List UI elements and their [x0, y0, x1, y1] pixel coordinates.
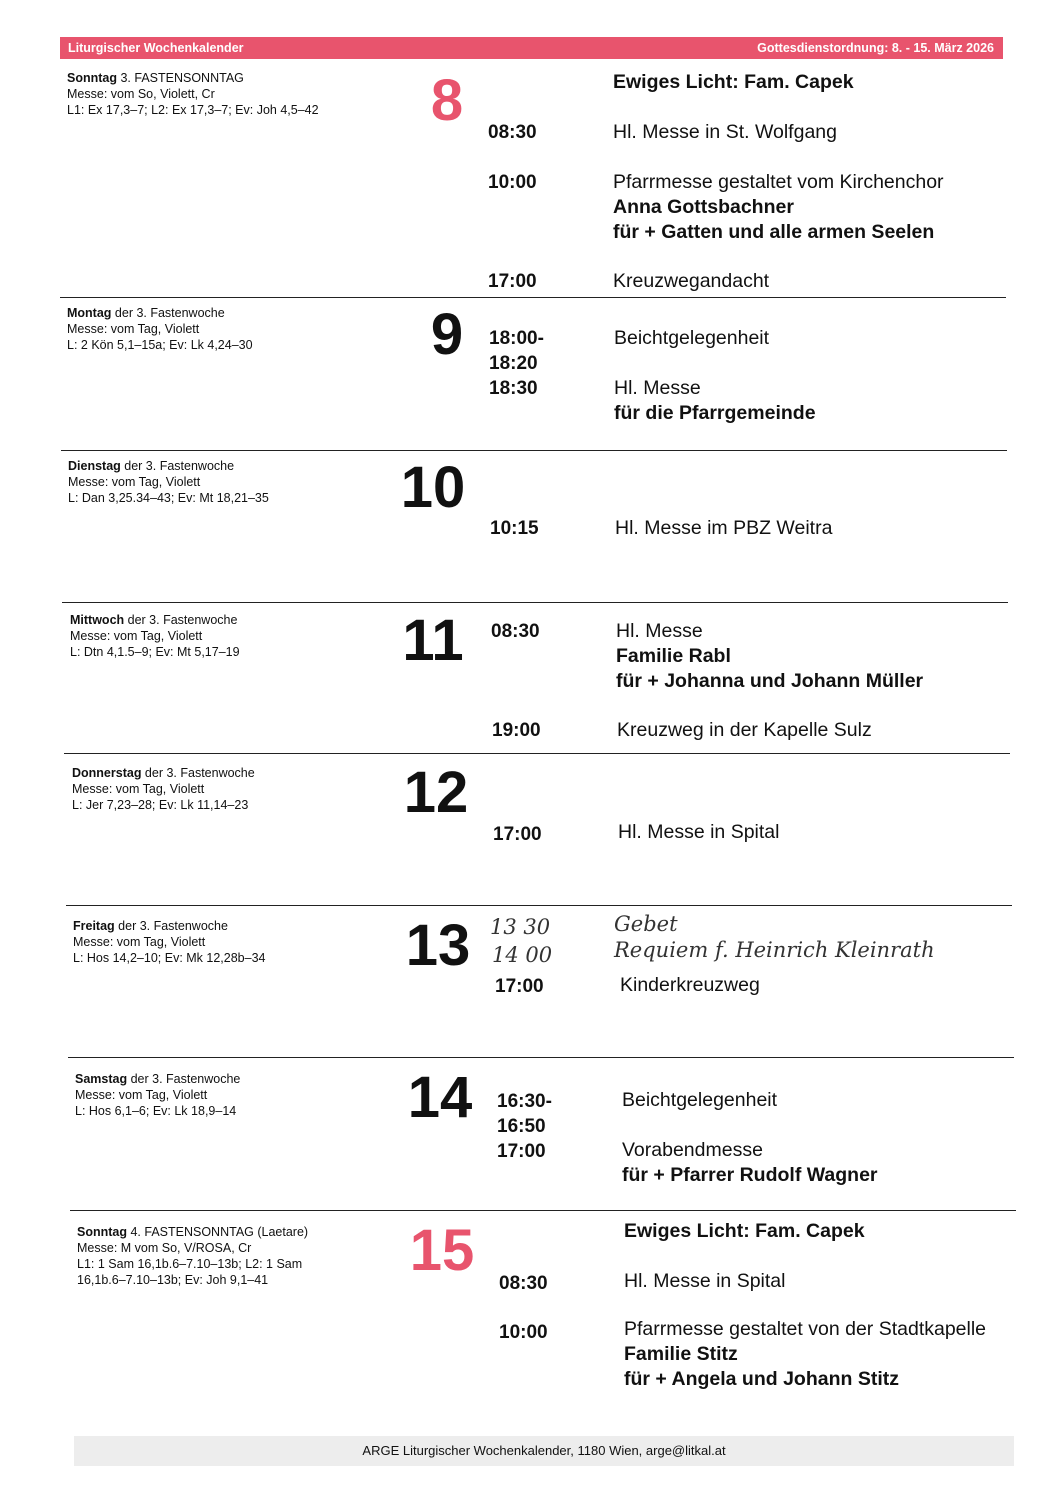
event-description — [620, 973, 1040, 998]
event-time: 08:30 — [488, 122, 537, 143]
day-number: 11 — [402, 608, 464, 673]
day-info — [72, 765, 392, 813]
event-line: der 3. Fastenwoche — [120, 459, 235, 473]
event-time: 19:00 — [492, 720, 541, 741]
event-description — [618, 820, 1038, 845]
event-description — [616, 619, 1036, 694]
messe-info: Messe: vom Tag, Violett — [68, 475, 201, 489]
event-line — [68, 458, 388, 474]
messe-info: Messe: M vom So, V/ROSA, Cr — [77, 1241, 252, 1255]
divider — [61, 450, 1007, 451]
day-number: 13 — [405, 913, 471, 978]
divider — [68, 1057, 1014, 1058]
day-number: 12 — [403, 760, 469, 825]
event-line: Pfarrmesse gestaltet von der Stadtkapelle — [624, 1318, 987, 1340]
event-time: 10:15 — [490, 518, 539, 539]
event-time: 17:00 — [495, 976, 544, 997]
divider — [70, 1210, 1016, 1211]
event-line: Hl. Messe im PBZ Weitra — [615, 517, 833, 539]
header-title: Liturgischer Wochenkalender — [68, 41, 244, 55]
handwritten-note: Requiem f. Heinrich Kleinrath — [614, 938, 935, 962]
day-info — [68, 458, 388, 506]
messe-info: Messe: vom Tag, Violett — [75, 1088, 208, 1102]
event-description — [615, 516, 1035, 541]
eternal-light: Ewiges Licht: Fam. Capek — [624, 1220, 865, 1242]
event-time: 17:00 — [497, 1141, 546, 1162]
weekday-label: Samstag — [75, 1072, 128, 1086]
messe-info: Messe: vom Tag, Violett — [73, 935, 206, 949]
eternal-light: Ewiges Licht: Fam. Capek — [613, 71, 854, 93]
header-bar — [60, 37, 1003, 59]
divider — [60, 297, 1006, 298]
weekday-label: Donnerstag — [72, 766, 142, 780]
event-time: 17:00 — [488, 271, 537, 292]
day-number: 14 — [407, 1065, 473, 1130]
weekday-label: Sonntag — [67, 71, 117, 85]
event-line-bold: für + Angela und Johann Stitz — [624, 1368, 899, 1390]
event-line: 18:00- — [489, 328, 544, 349]
event-description — [622, 1088, 1042, 1113]
event-line: Vorabendmesse — [622, 1139, 763, 1161]
readings-info: L: Dtn 4,1.5–9; Ev: Mt 5,17–19 — [70, 645, 240, 659]
weekday-label: Freitag — [73, 919, 115, 933]
day-info — [67, 70, 387, 118]
event-line: Kreuzwegandacht — [613, 270, 770, 292]
divider — [66, 905, 1012, 906]
event-description — [613, 170, 1053, 245]
event-line: Hl. Messe in St. Wolfgang — [613, 121, 837, 143]
event-description — [613, 269, 1033, 294]
event-line: Hl. Messe in Spital — [624, 1270, 786, 1292]
event-line-bold: Familie Stitz — [624, 1343, 738, 1365]
day-info — [70, 612, 390, 660]
event-line-bold: Familie Rabl — [616, 645, 731, 667]
divider — [62, 602, 1008, 603]
event-line: Pfarrmesse gestaltet vom Kirchenchor — [613, 171, 944, 193]
event-line-bold: für + Johanna und Johann Müller — [616, 670, 924, 692]
event-line: 18:20 — [489, 353, 538, 374]
event-line-bold: für + Pfarrer Rudolf Wagner — [622, 1164, 878, 1186]
event-line: Hl. Messe in Spital — [618, 821, 780, 843]
handwritten-note: Gebet — [614, 912, 678, 936]
event-line: Kinderkreuzweg — [620, 974, 760, 996]
event-line: der 3. Fastenwoche — [141, 766, 255, 780]
event-description — [613, 120, 1033, 145]
event-time: 10:00 — [488, 172, 537, 193]
day-info — [77, 1224, 347, 1288]
divider — [64, 753, 1010, 754]
event-line — [73, 918, 393, 934]
readings-info: L: Hos 14,2–10; Ev: Mk 12,28b–34 — [73, 951, 266, 965]
readings-info: L: Jer 7,23–28; Ev: Lk 11,14–23 — [72, 798, 249, 812]
event-line: Hl. Messe — [616, 620, 703, 642]
event-line: Kreuzweg in der Kapelle Sulz — [617, 719, 872, 741]
messe-info: Messe: vom Tag, Violett — [67, 322, 200, 336]
event-line: 3. FASTENSONNTAG — [117, 71, 244, 85]
event-time — [497, 1089, 552, 1139]
messe-info: Messe: vom Tag, Violett — [70, 629, 203, 643]
event-line: Beichtgelegenheit — [614, 327, 770, 349]
event-line — [75, 1071, 395, 1087]
event-description — [614, 326, 1034, 351]
event-line — [77, 1224, 347, 1240]
event-description — [624, 1269, 1044, 1294]
event-line — [72, 765, 392, 781]
event-line — [67, 305, 387, 321]
event-line: Beichtgelegenheit — [622, 1089, 778, 1111]
event-time: 17:00 — [493, 824, 542, 845]
day-number: 8 — [430, 68, 464, 133]
event-line: der 3. Fastenwoche — [111, 306, 225, 320]
weekday-label: Sonntag — [77, 1225, 127, 1239]
event-line: 4. FASTENSONNTAG (Laetare) — [127, 1225, 309, 1239]
event-description — [617, 718, 1037, 743]
event-description — [624, 1317, 1024, 1392]
footer: ARGE Liturgischer Wochenkalender, 1180 Wien, arge@litkal.at — [74, 1436, 1014, 1466]
event-line: 16:50 — [497, 1116, 546, 1137]
event-description — [614, 376, 1034, 426]
event-line: der 3. Fastenwoche — [124, 613, 238, 627]
event-line-bold: Anna Gottsbachner — [613, 196, 794, 218]
messe-info: Messe: vom Tag, Violett — [72, 782, 205, 796]
event-time: 18:30 — [489, 378, 538, 399]
day-info — [73, 918, 393, 966]
header-date-range: Gottesdienstordnung: 8. - 15. März 2026 — [757, 41, 994, 55]
messe-info: Messe: vom So, Violett, Cr — [67, 87, 215, 101]
event-line-bold: für + Gatten und alle armen Seelen — [613, 221, 935, 243]
event-description — [622, 1138, 1042, 1188]
day-number: 9 — [430, 302, 464, 367]
day-info — [67, 305, 387, 353]
readings-info: L1: Ex 17,3–7; L2: Ex 17,3–7; Ev: Joh 4,5–42 — [67, 103, 319, 117]
event-time: 08:30 — [491, 621, 540, 642]
day-number: 15 — [409, 1218, 475, 1283]
event-line: Hl. Messe — [614, 377, 701, 399]
event-line — [70, 612, 390, 628]
day-info — [75, 1071, 395, 1119]
event-time: 10:00 — [499, 1322, 548, 1343]
readings-info: L: Hos 6,1–6; Ev: Lk 18,9–14 — [75, 1104, 237, 1118]
event-line-bold: für die Pfarrgemeinde — [614, 402, 816, 424]
weekday-label: Dienstag — [68, 459, 121, 473]
event-line: der 3. Fastenwoche — [114, 919, 228, 933]
day-number: 10 — [400, 455, 466, 520]
readings-info: L: 2 Kön 5,1–15a; Ev: Lk 4,24–30 — [67, 338, 253, 352]
event-line: 16:30- — [497, 1091, 552, 1112]
handwritten-time: 14 00 — [492, 943, 553, 967]
weekday-label: Montag — [67, 306, 112, 320]
event-time: 08:30 — [499, 1273, 548, 1294]
weekday-label: Mittwoch — [70, 613, 125, 627]
event-line: der 3. Fastenwoche — [127, 1072, 241, 1086]
handwritten-time: 13 30 — [490, 915, 551, 939]
readings-info: L1: 1 Sam 16,1b.6–7.10–13b; L2: 1 Sam 16,1b.6–7.10–13b; Ev: Joh 9,1–41 — [77, 1257, 303, 1287]
event-time — [489, 326, 544, 376]
event-line — [67, 70, 387, 86]
readings-info: L: Dan 3,25.34–43; Ev: Mt 18,21–35 — [68, 491, 269, 505]
